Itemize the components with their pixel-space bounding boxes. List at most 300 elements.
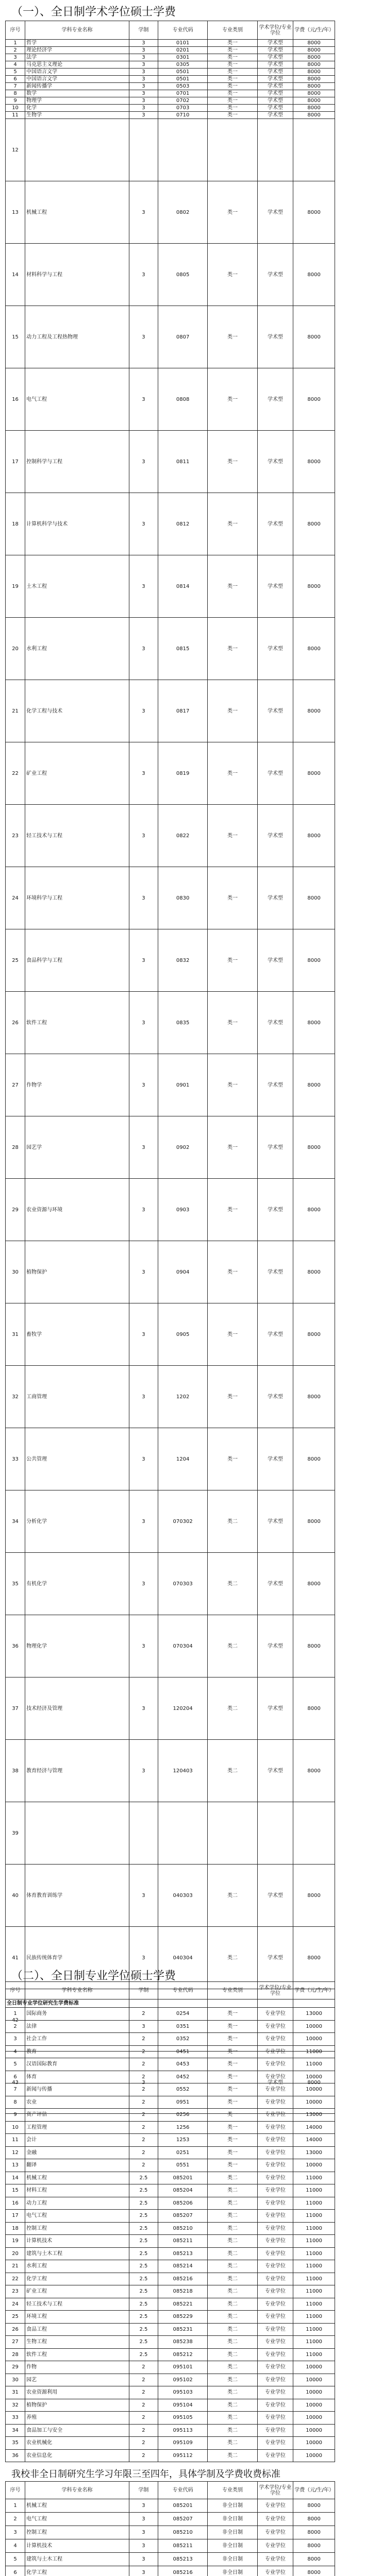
table-cell: 1: [6, 2499, 25, 2513]
table-cell: 8000: [293, 112, 335, 119]
table-cell: 36: [6, 2449, 25, 2462]
table-cell: 类二: [208, 2336, 257, 2349]
table-cell: 学术型: [257, 805, 293, 867]
table-cell: 1256: [158, 2121, 207, 2134]
column-header: 序号: [6, 21, 25, 40]
table-cell: 专业学位: [257, 2449, 293, 2462]
table-cell: 学术型: [257, 742, 293, 805]
table-cell: 类二: [208, 2374, 257, 2386]
table-cell: 0551: [158, 2159, 207, 2172]
column-header: 专业类别: [208, 1982, 257, 1999]
table-cell: 专业学位: [257, 2285, 293, 2298]
table-cell: 3: [6, 2033, 25, 2046]
table-cell: 13000: [293, 2008, 335, 2021]
table-cell: 3: [129, 680, 158, 742]
table-cell: 3: [129, 105, 158, 112]
table-cell: 学术型: [257, 244, 293, 306]
table-cell: 2: [129, 2412, 158, 2425]
table-cell: 专业学位: [257, 2172, 293, 2184]
table-cell: 控制工程: [25, 2526, 129, 2539]
table-cell: 类一: [208, 867, 257, 929]
table-row: [6, 54, 335, 61]
table-cell: 41: [6, 1927, 25, 1989]
table-cell: 材料工程: [25, 2184, 129, 2197]
table-row: [6, 2566, 335, 2576]
table-row: [6, 2222, 335, 2235]
table-cell: 控制科学与工程: [25, 431, 129, 493]
table-cell: 金融: [25, 2146, 129, 2159]
table-cell: 27: [6, 2336, 25, 2349]
group-label-row: [6, 1999, 335, 2008]
column-header: 学制: [129, 21, 158, 40]
table-cell: 2.5: [129, 2348, 158, 2361]
table-cell: 13000: [293, 2109, 335, 2122]
table-cell: 34: [6, 1490, 25, 1553]
table-cell: 8: [6, 90, 25, 97]
table-row: [6, 431, 335, 493]
table-row: [6, 1490, 335, 1553]
table-cell: 专业学位: [257, 2336, 293, 2349]
table-cell: 37: [6, 1677, 25, 1740]
table-cell: 3: [129, 431, 158, 493]
table-cell: 2.5: [129, 2336, 158, 2349]
table-cell: 8000: [293, 2499, 335, 2513]
table-cell: 10000: [293, 2361, 335, 2374]
column-header: 学制: [129, 2482, 158, 2499]
table-cell: 0902: [158, 1116, 207, 1179]
table-cell: 类一: [208, 2045, 257, 2058]
table-cell: 动力工程及工程热物理: [25, 306, 129, 368]
table-cell: 8000: [293, 680, 335, 742]
table-row: [6, 929, 335, 992]
table-cell: 专业学位: [257, 2058, 293, 2071]
table-cell: 类二: [208, 2298, 257, 2311]
table-cell: 2: [129, 2058, 158, 2071]
table-cell: 专业学位: [257, 2424, 293, 2437]
table-cell: 类一: [208, 2008, 257, 2021]
table-cell: 10000: [293, 2020, 335, 2033]
table-cell: 物理化学: [25, 1615, 129, 1677]
table-cell: 化学工程: [25, 2273, 129, 2285]
table-cell: 2.5: [129, 2184, 158, 2197]
table-header-row: [6, 2482, 335, 2499]
table-row: [6, 2374, 335, 2386]
table-cell: 10000: [293, 2083, 335, 2096]
table-cell: 11000: [293, 2348, 335, 2361]
table-cell: [208, 119, 257, 181]
table-cell: 2.5: [129, 2260, 158, 2273]
table-cell: 专业学位: [257, 2361, 293, 2374]
column-header: 学术学位/专业学位: [257, 2482, 293, 2499]
table-cell: 类一: [208, 40, 257, 47]
table-cell: 类二: [208, 2449, 257, 2462]
table-row: [6, 992, 335, 1054]
table-cell: 42: [6, 1989, 25, 2052]
table-cell: 农业信息化: [25, 2449, 129, 2462]
table-row: [6, 97, 335, 105]
table-cell: 11000: [293, 2197, 335, 2210]
table-cell: 学术型: [257, 40, 293, 47]
table-cell: 学术型: [257, 1615, 293, 1677]
group-label: 全日制专业学位研究生学费标准: [6, 1999, 335, 2008]
table-cell: 10000: [293, 2071, 335, 2083]
table-cell: 类一: [208, 1179, 257, 1241]
table-cell: 30: [6, 2374, 25, 2386]
table-cell: 8000: [293, 1241, 335, 1303]
table-cell: 11000: [293, 2336, 335, 2349]
table-cell: 5: [6, 2058, 25, 2071]
table-cell: 085221: [158, 2298, 207, 2311]
table-cell: 学术型: [257, 97, 293, 105]
table-cell: 3: [129, 368, 158, 431]
table-cell: 8000: [293, 1553, 335, 1615]
table-cell: 计算机科学与技术: [25, 493, 129, 555]
table-cell: 类二: [208, 2323, 257, 2336]
table-cell: 0815: [158, 618, 207, 680]
table-cell: 10000: [293, 2424, 335, 2437]
table-cell: 31: [6, 2386, 25, 2399]
table-cell: 农业: [25, 2096, 129, 2109]
table-cell: 16: [6, 2197, 25, 2210]
table-cell: 专业学位: [257, 2374, 293, 2386]
table-cell: 8000: [293, 1615, 335, 1677]
table-row: [6, 2539, 335, 2553]
table-cell: 0814: [158, 555, 207, 618]
table-cell: 8000: [293, 1927, 335, 1989]
table-cell: 6: [6, 2566, 25, 2576]
table-cell: 34: [6, 2424, 25, 2437]
table-cell: 8000: [293, 97, 335, 105]
table-row: [6, 2020, 335, 2033]
table-cell: 学术型: [257, 76, 293, 83]
table-cell: 10: [6, 2121, 25, 2134]
table-cell: 2: [129, 2374, 158, 2386]
table-cell: [158, 1802, 207, 1865]
table-cell: 3: [129, 90, 158, 97]
table-cell: 哲学: [25, 40, 129, 47]
table-cell: 专业学位: [257, 2260, 293, 2273]
table-cell: 20: [6, 2247, 25, 2260]
table-cell: 学术型: [257, 83, 293, 90]
table-cell: 10000: [293, 2096, 335, 2109]
table-row: [6, 2096, 335, 2109]
section2-title: （二）、全日制专业学位硕士学费: [11, 1970, 176, 1982]
table-cell: 11000: [293, 2222, 335, 2235]
table-cell: 专业学位: [257, 2222, 293, 2235]
table-cell: 0251: [158, 2146, 207, 2159]
table-cell: 0101: [158, 40, 207, 47]
table-cell: 14: [6, 244, 25, 306]
table-cell: 8000: [293, 1054, 335, 1116]
table-cell: 28: [6, 1116, 25, 1179]
table-row: [6, 2513, 335, 2526]
table-cell: 生物学: [25, 112, 129, 119]
table-cell: [208, 1802, 257, 1865]
table-cell: 学术型: [257, 431, 293, 493]
table-cell: 学术型: [257, 47, 293, 54]
table-cell: 技术经济及管理: [25, 1677, 129, 1740]
table-cell: 40: [6, 1865, 25, 1927]
table-cell: 7: [6, 2083, 25, 2096]
table-cell: 专业学位: [257, 2412, 293, 2425]
table-cell: 类一: [208, 2134, 257, 2147]
table-cell: 学术型: [257, 112, 293, 119]
table-cell: 3: [129, 112, 158, 119]
table-cell: 机械工程: [25, 181, 129, 244]
table-cell: 控制工程: [25, 2222, 129, 2235]
table-row: [6, 2285, 335, 2298]
table-row: [6, 368, 335, 431]
table-cell: 9: [6, 97, 25, 105]
table-cell: 29: [6, 2361, 25, 2374]
table-cell: 0832: [158, 929, 207, 992]
table-cell: 0811: [158, 431, 207, 493]
table-cell: [129, 119, 158, 181]
table-cell: 3: [129, 2526, 158, 2539]
table-cell: 有机化学: [25, 1553, 129, 1615]
table-cell: 19: [6, 555, 25, 618]
table-cell: 类一: [208, 112, 257, 119]
table-cell: 类一: [208, 742, 257, 805]
table-cell: 28: [6, 2348, 25, 2361]
table-cell: 类二: [208, 2361, 257, 2374]
table-cell: 3: [129, 1179, 158, 1241]
table-cell: 物理学: [25, 97, 129, 105]
table-cell: 2.5: [129, 2172, 158, 2184]
table-cell: 3: [129, 1677, 158, 1740]
table-row: [6, 112, 335, 119]
table-row: [6, 2058, 335, 2071]
table-cell: 类一: [208, 929, 257, 992]
column-header: 序号: [6, 2482, 25, 2499]
table-cell: 0701: [158, 90, 207, 97]
table-cell: 专业学位: [257, 2513, 293, 2526]
table-cell: 学术型: [257, 1054, 293, 1116]
table-cell: 20: [6, 618, 25, 680]
table-cell: 类一: [208, 2083, 257, 2096]
table-cell: 9: [6, 2109, 25, 2122]
table-cell: 21: [6, 2260, 25, 2273]
table-cell: 新闻传播学: [25, 83, 129, 90]
table-cell: 类二: [208, 2386, 257, 2399]
table-cell: 作物学: [25, 1054, 129, 1116]
table-cell: 专业学位: [257, 2008, 293, 2021]
table-cell: 8000: [293, 1366, 335, 1428]
table-cell: 3: [129, 61, 158, 69]
table-cell: 0702: [158, 97, 207, 105]
table-cell: 4: [6, 2539, 25, 2553]
table-row: [6, 2134, 335, 2147]
table-cell: 3: [129, 618, 158, 680]
column-header: 学科专业名称: [25, 21, 129, 40]
table-cell: 24: [6, 2298, 25, 2311]
table-cell: 食品加工与安全: [25, 2424, 129, 2437]
table-cell: 专业学位: [257, 2235, 293, 2248]
table-cell: 32: [6, 1366, 25, 1428]
table-cell: 3: [129, 1927, 158, 1989]
table-cell: 3: [129, 2052, 158, 2114]
table-cell: 专业学位: [257, 2096, 293, 2109]
table-row: [6, 2071, 335, 2083]
table-cell: 22: [6, 2273, 25, 2285]
column-header: 学科专业名称: [25, 2482, 129, 2499]
table-cell: 5: [6, 2553, 25, 2566]
table-cell: 8000: [293, 1179, 335, 1241]
table-cell: 8000: [293, 2526, 335, 2539]
table-row: [6, 2045, 335, 2058]
table-cell: 专业学位: [257, 2146, 293, 2159]
table-cell: 0802: [158, 181, 207, 244]
table-cell: 动力工程: [25, 2197, 129, 2210]
table-cell: 8000: [293, 2566, 335, 2576]
table-cell: 11000: [293, 2273, 335, 2285]
table-cell: 新闻与传播: [25, 2083, 129, 2096]
table-cell: 环境科学与工程: [25, 867, 129, 929]
table-cell: 非全日制: [208, 2539, 257, 2553]
table-cell: 085207: [158, 2210, 207, 2223]
table-cell: 0822: [158, 805, 207, 867]
table-header-row: [6, 21, 335, 40]
table-cell: 11000: [293, 2058, 335, 2071]
table-cell: 学术型: [257, 618, 293, 680]
table-cell: 专业学位: [257, 2553, 293, 2566]
table-cell: 25: [6, 2311, 25, 2324]
table-cell: 8000: [293, 244, 335, 306]
table-cell: 3: [129, 83, 158, 90]
table-cell: 8000: [293, 1428, 335, 1490]
table-cell: 16: [6, 368, 25, 431]
table-cell: 085231: [158, 2323, 207, 2336]
table-cell: 0451: [158, 2045, 207, 2058]
table-cell: 类二: [208, 1615, 257, 1677]
table-cell: 会计: [25, 2134, 129, 2147]
table-cell: 8000: [293, 555, 335, 618]
table-cell: 11000: [293, 2285, 335, 2298]
table-row: [6, 2361, 335, 2374]
table-row: [6, 47, 335, 54]
table-cell: 8000: [293, 69, 335, 76]
table-cell: 3: [129, 40, 158, 47]
table-cell: 085211: [158, 2539, 207, 2553]
table-cell: 学术型: [257, 1740, 293, 1802]
table-cell: 040304: [158, 1927, 207, 1989]
table-cell: 8000: [293, 1677, 335, 1740]
table-cell: 085211: [158, 2235, 207, 2248]
table-cell: 10: [6, 105, 25, 112]
table-cell: 2: [129, 2033, 158, 2046]
table-cell: 30: [6, 1241, 25, 1303]
table-cell: 类二: [208, 2222, 257, 2235]
table-cell: 25: [6, 929, 25, 992]
table-cell: 类一: [208, 1428, 257, 1490]
table-cell: 33: [6, 1428, 25, 1490]
table-cell: 085213: [158, 2553, 207, 2566]
table-cell: 学术型: [257, 680, 293, 742]
table-row: [6, 2159, 335, 2172]
table-cell: 0305: [158, 61, 207, 69]
table-cell: 类一: [208, 105, 257, 112]
table-cell: 7: [6, 83, 25, 90]
table-cell: 8000: [293, 618, 335, 680]
column-header: 学费（元/生/年）: [293, 1982, 335, 1999]
table-cell: 12: [6, 119, 25, 181]
table-cell: 农业资源与环境: [25, 1179, 129, 1241]
table-cell: 3: [129, 97, 158, 105]
table-row: [6, 2247, 335, 2260]
table-cell: 120403: [158, 1740, 207, 1802]
table-cell: 3: [129, 992, 158, 1054]
table-row: [6, 867, 335, 929]
table-row: [6, 1241, 335, 1303]
table-cell: 类一: [208, 1054, 257, 1116]
table-cell: 3: [129, 1366, 158, 1428]
table-row: [6, 83, 335, 90]
table-cell: 3: [129, 1865, 158, 1927]
table-cell: 6: [6, 2071, 25, 2083]
table-cell: 8000: [293, 805, 335, 867]
table-cell: 2.5: [129, 2285, 158, 2298]
table-cell: 3: [129, 867, 158, 929]
table-row: [6, 1740, 335, 1802]
table-cell: 8000: [293, 40, 335, 47]
table-cell: 085210: [158, 2222, 207, 2235]
table-cell: 27: [6, 1054, 25, 1116]
table-cell: 095112: [158, 2449, 207, 2462]
table-cell: 10000: [293, 2386, 335, 2399]
table-cell: 24: [6, 867, 25, 929]
table-cell: 2: [129, 2109, 158, 2122]
table-cell: 类一: [208, 2121, 257, 2134]
part-time-fee-table: [5, 2481, 335, 2576]
table-cell: 类一: [208, 2020, 257, 2033]
table-cell: 学术型: [257, 1428, 293, 1490]
table-cell: 非全日制: [208, 2553, 257, 2566]
table-cell: 0901: [158, 1054, 207, 1116]
table-row: [6, 2172, 335, 2184]
table-cell: 类一: [208, 69, 257, 76]
table-cell: 类二: [208, 2285, 257, 2298]
table-cell: 085201: [158, 2499, 207, 2513]
table-cell: 8000: [293, 1116, 335, 1179]
table-cell: 类一: [208, 2096, 257, 2109]
table-row: [6, 1303, 335, 1366]
academic-fee-table: [5, 21, 335, 2114]
table-cell: 计算机技术: [25, 2539, 129, 2553]
table-cell: 3: [6, 54, 25, 61]
table-cell: 类二: [208, 2273, 257, 2285]
table-row: [6, 2273, 335, 2285]
table-cell: 2: [6, 47, 25, 54]
table-cell: 3: [129, 1615, 158, 1677]
table-cell: 085216: [158, 2273, 207, 2285]
table-cell: 2: [129, 2083, 158, 2096]
table-cell: 0301: [158, 54, 207, 61]
table-cell: 2.5: [129, 2197, 158, 2210]
table-row: [6, 2348, 335, 2361]
table-cell: 类二: [208, 2412, 257, 2425]
table-cell: 建筑与土木工程: [25, 2247, 129, 2260]
table-cell: 085201: [158, 2172, 207, 2184]
table-cell: 类一: [208, 368, 257, 431]
table-cell: 4: [6, 61, 25, 69]
table-cell: 11000: [293, 2323, 335, 2336]
section1-title: （一）、全日制学术学位硕士学费: [11, 6, 176, 19]
table-cell: 1: [6, 2008, 25, 2021]
column-header: 学术学位/专业学位: [257, 21, 293, 40]
table-cell: 学术型: [257, 61, 293, 69]
table-row: [6, 618, 335, 680]
table-cell: 2: [129, 2071, 158, 2083]
